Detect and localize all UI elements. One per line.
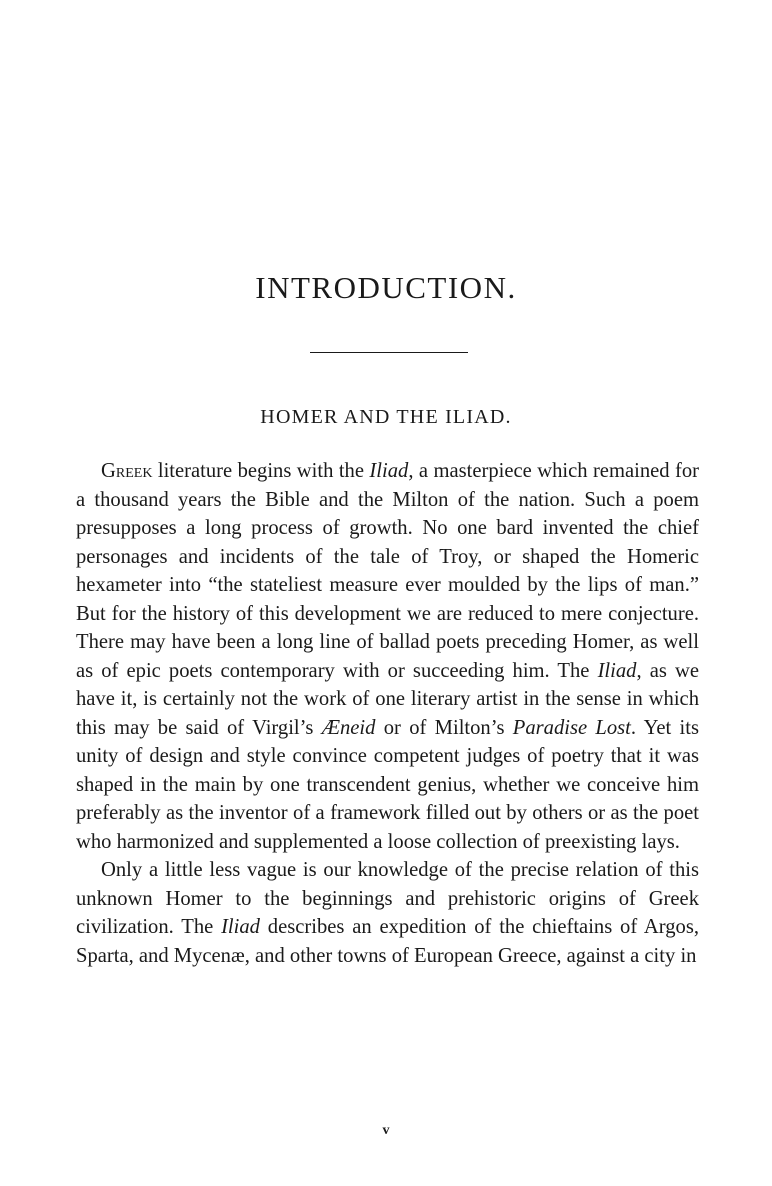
body-text [76, 457, 699, 970]
body-paragraph [76, 856, 699, 970]
paragraph-text: Only a little less vague is our knowledge of the precise relation of this unknown Homer to the beginnings and prehistoric origins of Greek civilization. The [76, 859, 699, 938]
italic-title-text: Iliad [369, 460, 409, 482]
italic-title-text: Paradise Lost [512, 716, 631, 739]
paragraph-text: literature begins with the [152, 460, 370, 482]
italic-title-text: Iliad [597, 659, 637, 682]
body-paragraph [76, 457, 699, 856]
paragraph-text: , a masterpiece which remained for a thousand years the Bible and the Milton of the nation. Such a poem presupposes a long process of growth. No one bard invented the chief personages and incidents of the tale of Troy, or shaped the Homeric hexameter into “the stateliest measure ever moulded by the lips of man.” But for the history of this development we are reduced to mere conjecture. There may have been a long line of ballad poets preceding Homer, as well as of epic poets contemporary with or succeeding him. The [76, 460, 699, 682]
section-title: HOMER AND THE ILIAD. [260, 406, 512, 428]
paragraph-text: . Yet its unity of design and style convince competent judges of poetry that it was shaped in the main by one transcendent genius, whether we conceive him preferably as the inventor of a framework filled out by others or as the poet who harmonized and supplemented a loose collection of preexisting lays. [76, 716, 700, 853]
italic-title-text: Iliad [221, 916, 260, 938]
paragraph-text: , as we have it, is certainly not the work of one literary artist in the sense in which this may be said of Virgil’s [76, 659, 699, 739]
paragraph-text: describes an expedition of the chieftains of Argos, Sparta, and Mycenæ, and other towns of European Greece, against a city in [76, 916, 699, 967]
paragraph-text: or of Milton’s [375, 716, 513, 739]
chapter-title: INTRODUCTION. [255, 270, 517, 305]
small-caps-opening-word: Greek [101, 460, 153, 482]
title-divider-rule [310, 352, 468, 353]
italic-title-text: Æneid [321, 716, 376, 739]
signature-mark: v [382, 1123, 390, 1138]
